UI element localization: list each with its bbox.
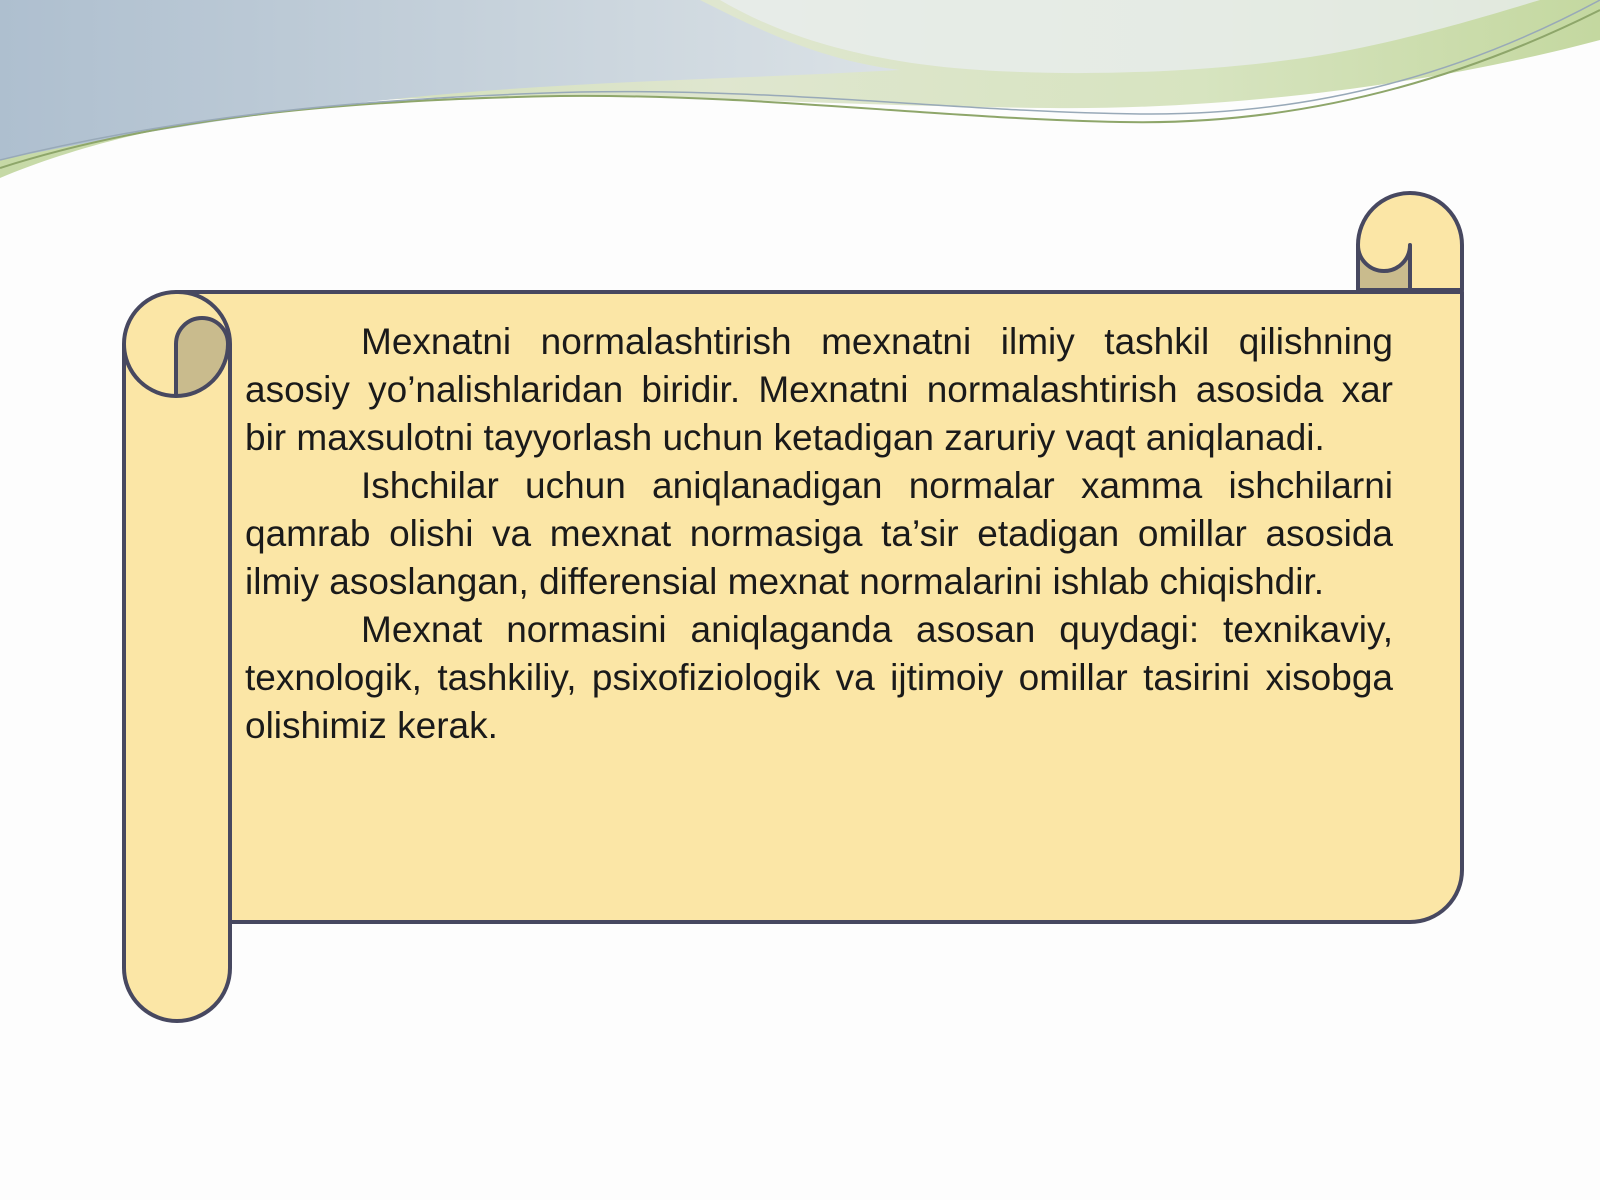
scroll-body-text (245, 318, 1393, 750)
paragraph-1: Mexnatni normalashtirish mexnatni ilmiy tashkil qilishning asosiy yo’nalishlaridan biridir. Mexnatni normalashtirish asosida xar bir maxsulotni tayyorlash uchun ketadigan zaruriy vaqt aniqlanadi. (245, 321, 1393, 458)
top-wave-decoration (0, 0, 1600, 178)
paragraph-3: Mexnat normasini aniqlaganda asosan quydagi: texnikaviy, texnologik, tashkiliy, psixofiziologik va ijtimoiy omillar tasirini xisobga olishimiz kerak. (245, 609, 1393, 746)
paragraph-2: Ishchilar uchun aniqlanadigan normalar xamma ishchilarni qamrab olishi va mexnat normasiga ta’sir etadigan omillar asosida ilmiy asoslangan, differensial mexnat normalarini ishlab chiqishdir. (245, 465, 1393, 602)
scroll-left-roll (124, 292, 230, 1021)
